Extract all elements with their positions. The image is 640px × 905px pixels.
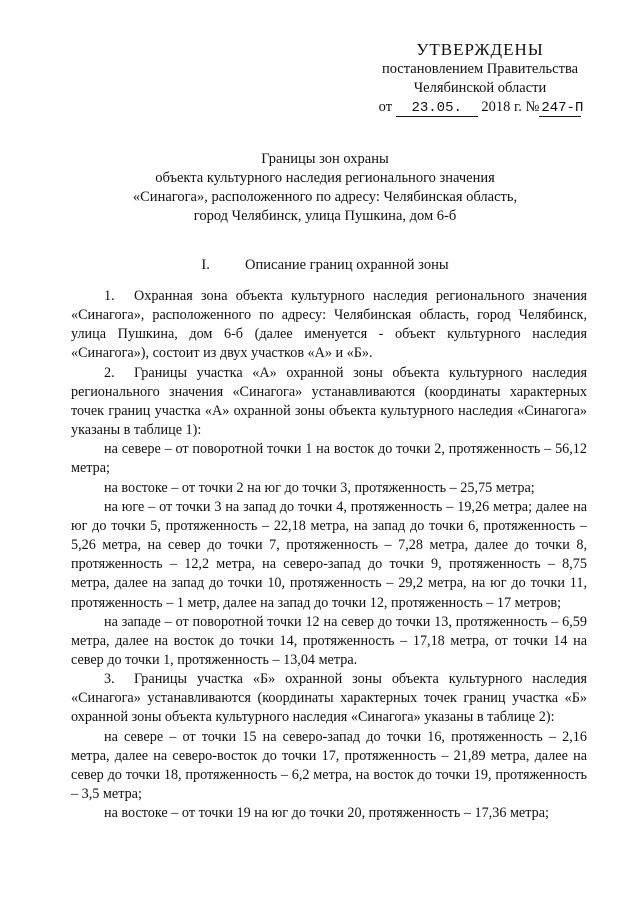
document-body bbox=[71, 287, 587, 823]
paragraph-text: Границы участка «А» охранной зоны объекта культурного наследия регионального значения «Синагога» устанавливаются (координаты характерных точек границ участка «А» охранной зоны объекта культурного наследия «Синагога» указаны в таблице 1): bbox=[71, 364, 587, 439]
paragraph-number: 3. bbox=[104, 671, 115, 688]
document-title bbox=[60, 150, 590, 226]
handwritten-number: 247-П bbox=[541, 100, 584, 116]
handwritten-date: 23.05. bbox=[396, 101, 478, 117]
approval-line-2: Челябинской области bbox=[413, 80, 547, 96]
paragraph-3-east: на востоке – от точки 19 на юг до точки 20, протяженность – 17,36 метра; bbox=[104, 805, 549, 822]
approval-stamp bbox=[355, 40, 605, 117]
paragraph-2-east: на востоке – от точки 2 на юг до точки 3, протяженность – 25,75 метра; bbox=[104, 479, 535, 496]
title-line-1: Границы зон охраны bbox=[261, 151, 389, 167]
title-line-4: город Челябинск, улица Пушкина, дом 6-б bbox=[193, 208, 457, 224]
title-line-3: «Синагога», расположенного по адресу: Челябинская область, bbox=[132, 189, 518, 205]
paragraph-number: 1. bbox=[104, 288, 115, 304]
paragraph-3 bbox=[71, 670, 587, 727]
title-line-2: объекта культурного наследия регионального значения bbox=[155, 170, 495, 186]
approval-date-line bbox=[355, 98, 605, 117]
paragraph-1 bbox=[71, 287, 587, 364]
approval-line-1: постановлением Правительства bbox=[381, 61, 579, 77]
paragraph-number: 2. bbox=[104, 364, 115, 381]
paragraph-2-south: на юге – от точки 3 на запад до точки 4, протяженность – 19,26 метра; далее на юг до точки 5, протяженность – 22,18 метра, на запад до точки 6, протяженность – 5,26 метра, на север до точки 7, протяженность – 7,28 метра, далее до точки 8, протяженность – 12,2 метра, на северо-запад до точки 9, протяженность – 8,75 метра, далее на запад до точки 10, протяженность – 29,2 метра, на юг до точки 11, протяженность – 1 метр, далее на запад до точки 12, протяженность – 17 метров; bbox=[71, 498, 587, 611]
approval-heading: УТВЕРЖДЕНЫ bbox=[416, 40, 544, 59]
paragraph-2-west: на западе – от поворотной точки 12 на север до точки 13, протяженность – 6,59 метра, далее на восток до точки 14, протяженность – 17,18 метра, от точки 14 на север до точки 1, протяженность – 13,04 метра. bbox=[71, 613, 587, 668]
section-number: I. bbox=[201, 257, 210, 273]
section-heading bbox=[60, 257, 590, 274]
paragraph-2 bbox=[71, 364, 587, 441]
section-title: Описание границ охранной зоны bbox=[245, 257, 449, 273]
paragraph-2-north: на севере – от поворотной точки 1 на восток до точки 2, протяженность – 56,12 метра; bbox=[71, 441, 587, 477]
paragraph-text: Границы участка «Б» охранной зоны объекта культурного наследия «Синагога» устанавливаются (координаты характерных точек границ участка «Б» охранной зоны объекта культурного наследия «Синагога» указаны в таблице 2): bbox=[71, 671, 587, 726]
paragraph-text: Охранная зона объекта культурного наследия регионального значения «Синагога», расположенного по адресу: Челябинская область, город Челябинск, улица Пушкина, дом 6-б (далее именуется - объект культурного наследия «Синагога»), состоит из двух участков «А» и «Б». bbox=[71, 288, 587, 362]
year-text: 2018 г. № bbox=[481, 99, 540, 115]
paragraph-3-north: на севере – от точки 15 на северо-запад до точки 16, протяженность – 2,16 метра, далее на северо-восток до точки 17, протяженность – 21,89 метра, далее на север до точки 18, протяженность – 6,2 метра, на восток до точки 19, протяженность – 3,5 метра; bbox=[71, 728, 587, 803]
date-prefix: от bbox=[378, 99, 393, 115]
